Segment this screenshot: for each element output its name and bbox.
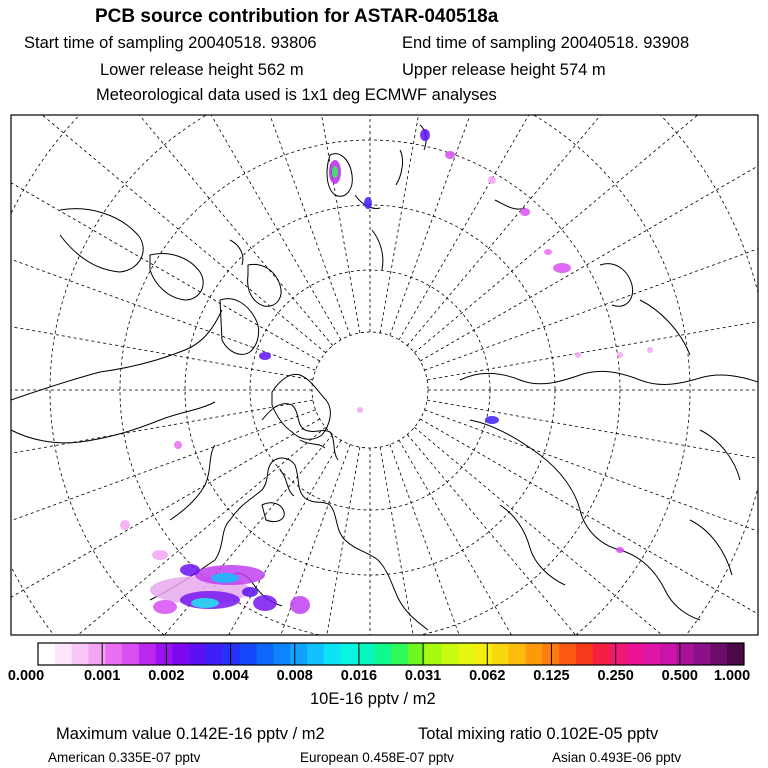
colorbar-swatch xyxy=(626,643,643,665)
colorbar-tick-label: 0.125 xyxy=(533,668,570,684)
colorbar-swatch xyxy=(408,643,425,665)
colorbar-swatch xyxy=(593,643,610,665)
colorbar-swatch xyxy=(139,643,156,665)
colorbar-swatch xyxy=(425,643,442,665)
plume-blob xyxy=(364,197,372,209)
colorbar-swatch xyxy=(189,643,206,665)
colorbar-swatch xyxy=(273,643,290,665)
colorbar-swatch xyxy=(257,643,274,665)
plume-blob xyxy=(420,129,430,141)
colorbar-swatch xyxy=(55,643,72,665)
maximum-value: Maximum value 0.142E-16 pptv / m2 xyxy=(56,725,325,743)
plume-blob xyxy=(290,596,310,614)
colorbar-tick-label: 0.002 xyxy=(148,668,185,684)
colorbar-swatch xyxy=(610,643,627,665)
colorbar-swatch xyxy=(223,643,240,665)
colorbar-tick-label: 1.000 xyxy=(713,668,751,684)
asian-contribution: Asian 0.493E-06 pptv xyxy=(552,750,682,765)
colorbar-tick-label: 0.001 xyxy=(84,668,121,684)
colorbar-swatch xyxy=(710,643,727,665)
plume-blob xyxy=(120,520,130,530)
plume-blob xyxy=(211,573,239,583)
start-time: Start time of sampling 20040518. 93806 xyxy=(24,34,317,52)
plume-blob xyxy=(357,407,363,413)
colorbar-tick-label: 0.062 xyxy=(469,668,506,684)
colorbar xyxy=(38,643,745,665)
colorbar-tick-label: 0.004 xyxy=(212,668,249,684)
colorbar-tick-label: 0.031 xyxy=(404,668,442,684)
colorbar-swatch xyxy=(240,643,257,665)
colorbar-swatch xyxy=(643,643,660,665)
colorbar-swatch xyxy=(458,643,475,665)
colorbar-swatch xyxy=(156,643,173,665)
plume-blob xyxy=(616,547,624,553)
plume-blob xyxy=(485,416,499,424)
colorbar-swatch xyxy=(341,643,358,665)
colorbar-swatch xyxy=(727,643,744,665)
plume-blob xyxy=(520,208,530,216)
european-contribution: European 0.458E-07 pptv xyxy=(300,750,454,765)
american-contribution: American 0.335E-07 pptv xyxy=(48,750,201,765)
plume-blob xyxy=(553,263,571,273)
colorbar-swatch xyxy=(105,643,122,665)
colorbar-swatch xyxy=(172,643,189,665)
colorbar-swatch xyxy=(694,643,711,665)
colorbar-swatch xyxy=(475,643,492,665)
plume-blob xyxy=(647,347,653,353)
total-mixing-ratio: Total mixing ratio 0.102E-05 pptv xyxy=(418,725,659,743)
plume-blob xyxy=(153,600,177,614)
colorbar-swatch xyxy=(391,643,408,665)
colorbar-swatch xyxy=(374,643,391,665)
lower-release-height: Lower release height 562 m xyxy=(100,61,304,79)
met-data-note: Meteorological data used is 1x1 deg ECMWF analyses xyxy=(96,86,497,104)
colorbar-swatch xyxy=(88,643,105,665)
plume-blob xyxy=(488,176,496,184)
colorbar-unit: 10E-16 pptv / m2 xyxy=(310,690,436,708)
colorbar-swatch xyxy=(122,643,139,665)
colorbar-swatch xyxy=(559,643,576,665)
plume-blob xyxy=(575,352,581,358)
colorbar-swatch xyxy=(441,643,458,665)
colorbar-tick-label: 0.250 xyxy=(597,668,634,684)
plume-blob xyxy=(180,564,200,576)
colorbar-swatch xyxy=(38,643,55,665)
colorbar-tick-label: 0.016 xyxy=(340,668,378,684)
plume-blob xyxy=(617,352,623,358)
colorbar-swatch xyxy=(72,643,89,665)
colorbar-tick-label: 0.000 xyxy=(7,668,45,684)
map-title: PCB source contribution for ASTAR-040518a xyxy=(95,6,499,27)
plume-blob xyxy=(253,595,277,611)
plume-blob xyxy=(152,550,168,560)
end-time: End time of sampling 20040518. 93908 xyxy=(402,34,690,52)
colorbar-swatch xyxy=(660,643,677,665)
upper-release-height: Upper release height 574 m xyxy=(402,61,606,79)
colorbar-swatch xyxy=(542,643,559,665)
colorbar-swatch xyxy=(307,643,324,665)
plume-blob xyxy=(259,352,271,360)
colorbar-swatch xyxy=(290,643,307,665)
colorbar-swatch xyxy=(509,643,526,665)
plume-blob xyxy=(242,587,258,597)
plume-blob xyxy=(191,598,219,608)
colorbar-swatch xyxy=(357,643,374,665)
colorbar-swatch xyxy=(525,643,542,665)
plume-blob xyxy=(445,151,455,159)
colorbar-swatch xyxy=(576,643,593,665)
colorbar-swatch xyxy=(492,643,509,665)
map-frame xyxy=(11,115,758,635)
colorbar-tick-label: 0.008 xyxy=(276,668,313,684)
plume-blob xyxy=(332,166,338,178)
colorbar-swatch xyxy=(324,643,341,665)
plume-blob xyxy=(174,441,182,449)
colorbar-swatch xyxy=(206,643,223,665)
colorbar-tick-label: 0.500 xyxy=(661,668,698,684)
plume-blob xyxy=(544,249,552,255)
